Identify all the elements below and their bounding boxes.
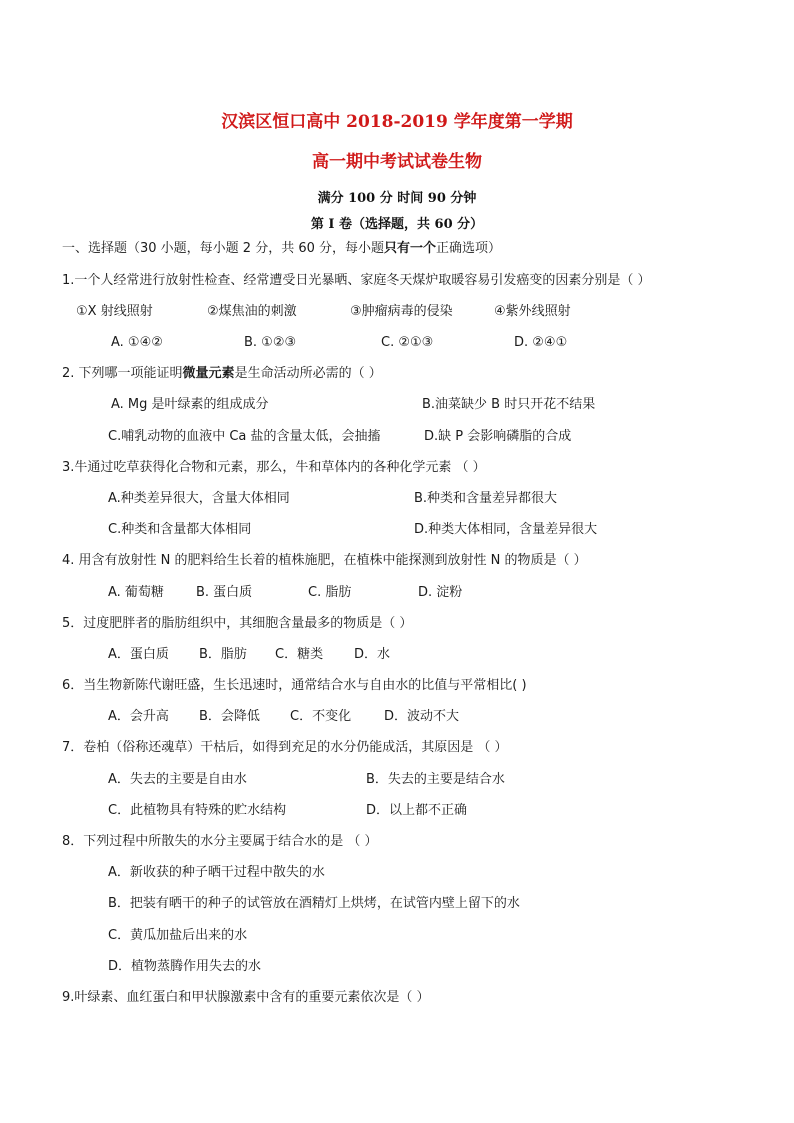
q5-option-a: A．蛋白质 (108, 647, 169, 662)
q2-option-d: D.缺 P 会影响磷脂的合成 (424, 429, 572, 444)
q9-stem: 9.叶绿素、血红蛋白和甲状腺激素中含有的重要元素依次是（ ） (62, 990, 430, 1005)
q6-stem: 6．当生物新陈代谢旺盛，生长迅速时，通常结合水与自由水的比值与平常相比( ) (62, 678, 527, 693)
q1-item: ②煤焦油的刺激 (207, 304, 297, 319)
volume-heading: 第 I 卷（选择题，共 60 分） (310, 217, 484, 232)
q3-option-a: A.种类差异很大，含量大体相同 (108, 491, 290, 506)
q7-option-c: C．此植物具有特殊的贮水结构 (108, 803, 287, 818)
q4-option-d: D. 淀粉 (418, 585, 463, 600)
exam-title-line2: 高一期中考试试卷生物 (312, 152, 482, 172)
q7-stem: 7．卷柏（俗称还魂草）干枯后，如得到充足的水分仍能成活，其原因是 （ ） (62, 740, 508, 755)
q5-option-c: C．糖类 (275, 647, 324, 662)
q3-stem: 3.牛通过吃草获得化合物和元素，那么，牛和草体内的各种化学元素 （ ） (62, 460, 486, 475)
q1-item: ①X 射线照射 (76, 304, 153, 319)
q2-option-b: B.油菜缺少 B 时只开花不结果 (422, 397, 596, 412)
q8-stem: 8．下列过程中所散失的水分主要属于结合水的是 （ ） (62, 834, 378, 849)
q6-option-c: C．不变化 (290, 709, 352, 724)
q2-stem-post: 是生命活动所必需的（ ） (234, 366, 382, 381)
q1-option-d: D. ②④① (514, 335, 568, 350)
q1-item: ④紫外线照射 (494, 304, 571, 319)
q1-option-a: A. ①④② (111, 335, 163, 350)
q4-option-a: A. 葡萄糖 (108, 585, 164, 600)
q5-option-d: D．水 (354, 647, 391, 662)
q7-option-a: A．失去的主要是自由水 (108, 772, 247, 787)
q7-option-d: D．以上都不正确 (366, 803, 468, 818)
q8-option-d: D．植物蒸腾作用失去的水 (108, 959, 262, 974)
score-time: 满分 100 分 时间 90 分钟 (317, 191, 477, 206)
q4-option-b: B. 蛋白质 (196, 585, 253, 600)
q8-option-b: B．把装有晒干的种子的试管放在酒精灯上烘烤，在试管内壁上留下的水 (108, 896, 520, 911)
section-intro-post: 正确选项） (436, 241, 502, 256)
q4-option-c: C. 脂肪 (308, 585, 352, 600)
q3-option-d: D.种类大体相同，含量差异很大 (414, 522, 598, 537)
q3-option-c: C.种类和含量都大体相同 (108, 522, 252, 537)
q6-option-b: B．会降低 (199, 709, 260, 724)
section-instructions (62, 240, 501, 258)
q2-option-a: A. Mg 是叶绿素的组成成分 (111, 397, 269, 412)
q3-option-b: B.种类和含量差异都很大 (414, 491, 558, 506)
q7-option-b: B．失去的主要是结合水 (366, 772, 505, 787)
q2-stem-bold: 微量元素 (182, 366, 235, 381)
section-intro-bold: 只有一个 (384, 241, 437, 256)
q6-option-a: A．会升高 (108, 709, 169, 724)
q5-option-b: B．脂肪 (199, 647, 247, 662)
q5-stem: 5．过度肥胖者的脂肪组织中，其细胞含量最多的物质是（ ） (62, 616, 413, 631)
q1-stem: 1.一个人经常进行放射性检查、经常遭受日光暴晒、家庭冬天煤炉取暖容易引发癌变的因素分别是（ ） (62, 273, 651, 288)
q8-option-a: A．新收获的种子晒干过程中散失的水 (108, 865, 325, 880)
q1-option-c: C. ②①③ (381, 335, 434, 350)
q2-option-c: C.哺乳动物的血液中 Ca 盐的含量太低，会抽搐 (108, 429, 381, 444)
q8-option-c: C．黄瓜加盐后出来的水 (108, 928, 248, 943)
section-intro-pre: 一、选择题（30 小题，每小题 2 分，共 60 分，每小题 (62, 241, 385, 256)
q4-stem: 4. 用含有放射性 N 的肥料给生长着的植株施肥，在植株中能探测到放射性 N 的物质是（ ） (62, 553, 587, 568)
q6-option-d: D．波动不大 (384, 709, 460, 724)
q1-option-b: B. ①②③ (244, 335, 297, 350)
exam-title-line1: 汉滨区恒口高中 2018-2019 学年度第一学期 (221, 112, 573, 132)
q2-stem-pre: 2. 下列哪一项能证明 (62, 366, 183, 381)
q2-stem (62, 365, 382, 383)
q1-item: ③肿瘤病毒的侵染 (350, 304, 453, 319)
